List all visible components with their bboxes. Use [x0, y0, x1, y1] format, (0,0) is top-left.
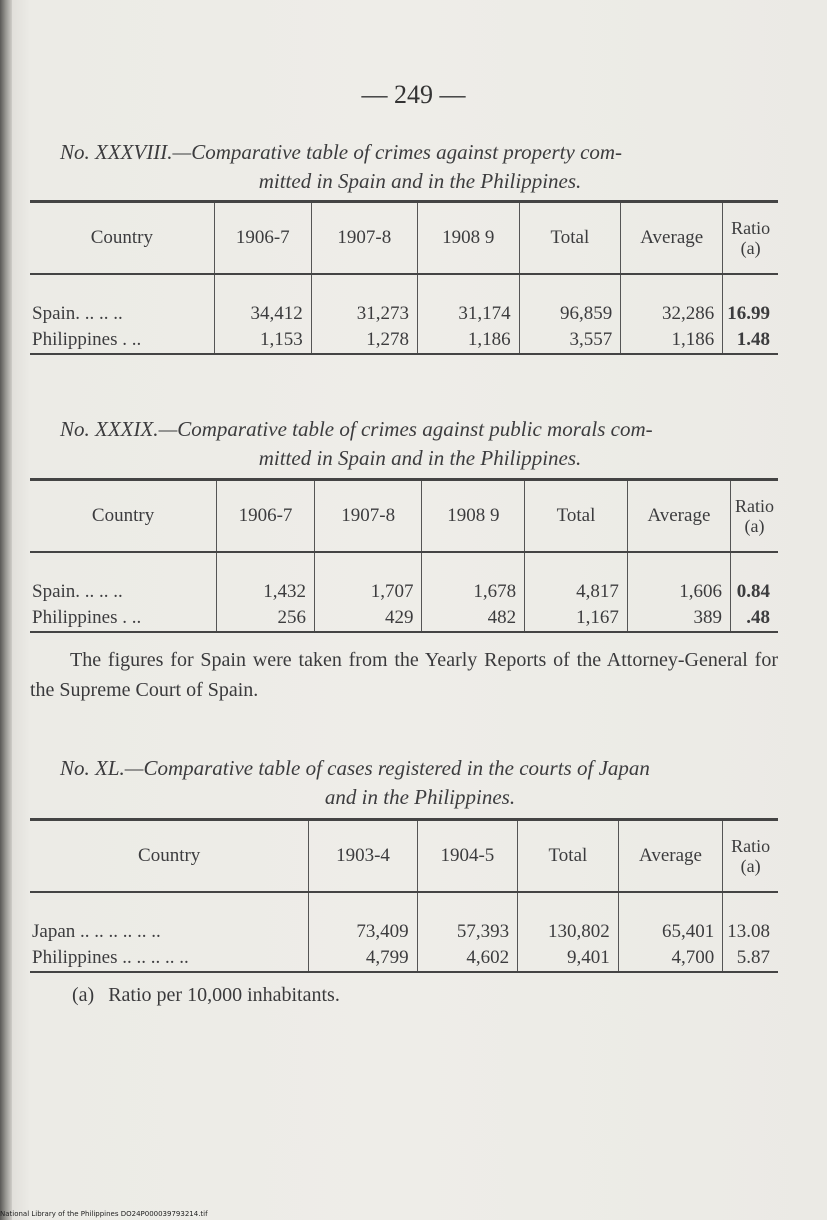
table-row [30, 605, 778, 632]
value-cell: 96,859 [519, 301, 621, 327]
ratio-cell: .48 [731, 605, 779, 632]
country-cell: Spain. .. .. .. [32, 581, 123, 602]
caption-text: mitted in Spain and in the Philippines. [258, 169, 582, 193]
ratio-cell: 1.48 [723, 327, 778, 354]
source-note: The figures for Spain were taken from the Yearly Reports of the Attorney-General for the Supreme Court of Spain. [30, 649, 778, 701]
column-header: Country [138, 845, 201, 866]
column-header: 1908 9 [422, 480, 525, 553]
value-cell: 1,678 [422, 579, 525, 605]
table-row [30, 327, 778, 354]
ratio-cell: 0.84 [731, 579, 779, 605]
table-number: No. XL. [60, 756, 125, 780]
column-header: 1906-7 [217, 480, 315, 553]
column-header: Ratio (a) [723, 820, 778, 893]
table-row [30, 919, 778, 945]
table-header-row [30, 820, 778, 893]
value-cell: 31,174 [417, 301, 519, 327]
table-number: No. XXXVIII. [60, 140, 173, 164]
crimes-property-table [30, 200, 778, 355]
table-header-row [30, 202, 778, 275]
table-caption [60, 415, 780, 473]
column-header: 1908 9 [417, 202, 519, 275]
ratio-cell: 13.08 [723, 919, 778, 945]
value-cell: 4,799 [309, 945, 417, 972]
column-header: Average [618, 820, 723, 893]
value-cell: 57,393 [417, 919, 517, 945]
column-header: Total [518, 820, 619, 893]
library-stamp: National Library of the Philippines DO24P000039793214.tif [0, 1210, 208, 1218]
value-cell: 1,432 [217, 579, 315, 605]
column-header: 1903-4 [309, 820, 417, 893]
footnote [72, 984, 340, 1007]
caption-text: —Comparative table of crimes against public morals com- [158, 417, 653, 441]
value-cell: 1,167 [525, 605, 628, 632]
column-header: 1907-8 [311, 202, 417, 275]
country-cell: Spain. .. .. .. [32, 303, 123, 324]
footnote-mark: (a) [72, 984, 95, 1006]
column-header: Country [91, 505, 155, 526]
value-cell: 389 [627, 605, 730, 632]
value-cell: 34,412 [214, 301, 311, 327]
value-cell: 482 [422, 605, 525, 632]
value-cell: 4,817 [525, 579, 628, 605]
column-header: 1907-8 [314, 480, 422, 553]
table-number: No. XXXIX. [60, 417, 159, 441]
column-header: Ratio (a) [723, 202, 778, 275]
value-cell: 1,278 [311, 327, 417, 354]
caption-text: —Comparative table of crimes against property com- [172, 140, 623, 164]
value-cell: 1,186 [417, 327, 519, 354]
value-cell: 130,802 [518, 919, 619, 945]
page-number: — 249 — [361, 80, 466, 109]
value-cell: 1,186 [621, 327, 723, 354]
column-header: Total [525, 480, 628, 553]
court-cases-table [30, 818, 778, 973]
value-cell: 31,273 [311, 301, 417, 327]
value-cell: 9,401 [518, 945, 619, 972]
value-cell: 256 [217, 605, 315, 632]
table-caption [60, 754, 780, 812]
value-cell: 1,707 [314, 579, 422, 605]
table-row [30, 301, 778, 327]
caption-text: mitted in Spain and in the Philippines. [258, 446, 582, 470]
caption-text: and in the Philippines. [324, 785, 516, 809]
column-header: 1904-5 [417, 820, 517, 893]
value-cell: 32,286 [621, 301, 723, 327]
crimes-morals-table [30, 478, 778, 633]
value-cell: 1,606 [627, 579, 730, 605]
column-header: Total [519, 202, 621, 275]
book-spine-shadow [0, 0, 12, 1220]
value-cell: 1,153 [214, 327, 311, 354]
column-header: Average [627, 480, 730, 553]
value-cell: 3,557 [519, 327, 621, 354]
footnote-text: Ratio per 10,000 inhabitants. [108, 984, 340, 1006]
value-cell: 4,700 [618, 945, 723, 972]
country-cell: Philippines . .. [32, 607, 142, 628]
country-cell: Philippines . .. [32, 329, 142, 350]
value-cell: 73,409 [309, 919, 417, 945]
table-header-row [30, 480, 778, 553]
country-cell: Philippines .. .. .. .. .. [32, 947, 189, 968]
value-cell: 429 [314, 605, 422, 632]
value-cell: 65,401 [618, 919, 723, 945]
table-caption [60, 138, 780, 196]
ratio-cell: 16.99 [723, 301, 778, 327]
table-row [30, 945, 778, 972]
column-header: Ratio (a) [731, 480, 779, 553]
table-row [30, 579, 778, 605]
column-header: Country [90, 227, 154, 248]
country-cell: Japan .. .. .. .. .. .. [32, 921, 161, 942]
value-cell: 4,602 [417, 945, 517, 972]
column-header: 1906-7 [214, 202, 311, 275]
ratio-cell: 5.87 [723, 945, 778, 972]
column-header: Average [621, 202, 723, 275]
caption-text: —Comparative table of cases registered in the courts of Japan [124, 756, 650, 780]
